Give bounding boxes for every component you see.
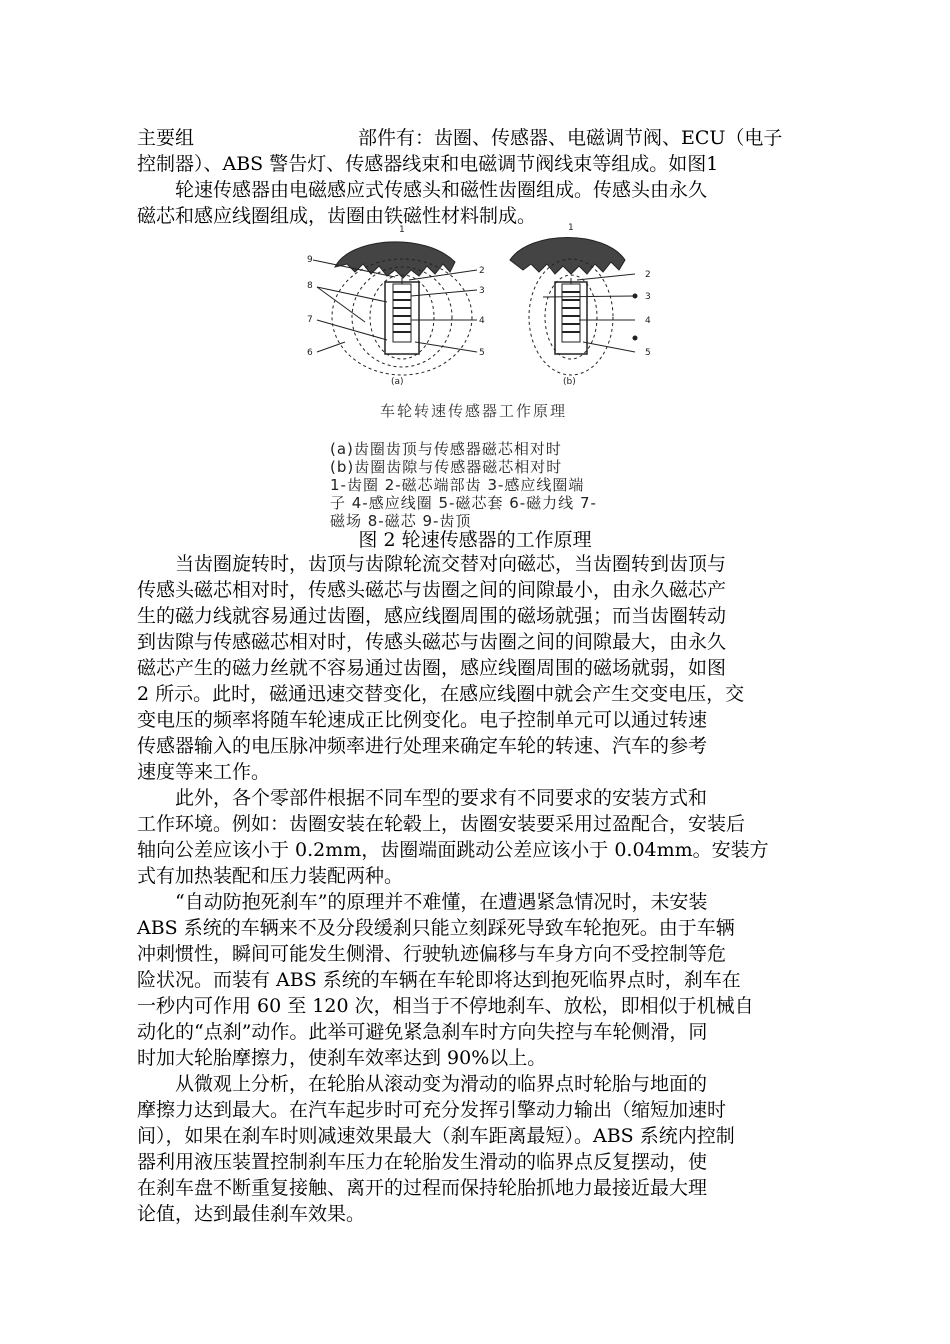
figure-legend-line: 1-齿圈 2-磁芯端部齿 3-感应线圈端 [330, 476, 585, 494]
micro-paragraph-line: 摩擦力达到最大。在汽车起步时可充分发挥引擎动力输出（缩短加速时 [137, 1099, 727, 1121]
figure-legend-line: (b)齿圈齿隙与传感器磁芯相对时 [330, 458, 563, 476]
label-3-b: 3 [645, 292, 651, 302]
label-4-b: 4 [645, 316, 651, 326]
install-paragraph-line: 轴向公差应该小于 0.2mm，齿圈端面跳动公差应该小于 0.04mm。安装方 [137, 839, 769, 861]
label-5: 5 [479, 348, 485, 358]
install-paragraph-line: 此外，各个零部件根据不同车型的要求有不同要求的安装方式和 [137, 787, 708, 809]
micro-paragraph-line: 间），如果在刹车时则减速效果最大（刹车距离最短）。ABS 系统内控制 [137, 1125, 735, 1147]
figure-legend-line: (a)齿圈齿顶与传感器磁芯相对时 [330, 440, 562, 458]
figure-title: 车轮转速传感器工作原理 [380, 402, 568, 420]
label-1: 1 [399, 225, 405, 235]
working-paragraph-line: 2 所示。此时，磁通迅速交替变化，在感应线圈中就会产生交变电压，交 [137, 683, 745, 705]
principle-paragraph-line: 时加大轮胎摩擦力，使刹车效率达到 90%以上。 [137, 1047, 547, 1069]
principle-paragraph-line: 一秒内可作用 60 至 120 次，相当于不停地刹车、放松，即相似于机械自 [137, 995, 754, 1017]
label-3: 3 [479, 286, 485, 296]
principle-paragraph-line: 冲刺惯性，瞬间可能发生侧滑、行驶轨迹偏移与车身方向不受控制等危 [137, 943, 727, 965]
label-8: 8 [307, 281, 313, 291]
figure-legend-line: 磁场 8-磁芯 9-齿顶 [330, 512, 472, 530]
micro-paragraph-line: 从微观上分析，在轮胎从滚动变为滑动的临界点时轮胎与地面的 [137, 1073, 708, 1095]
intro-line-1b: 部件有：齿圈、传感器、电磁调节阀、ECU（电子 [358, 127, 783, 149]
sensor-diagram [305, 222, 675, 397]
install-paragraph-line: 工作环境。例如：齿圈安装在轮毂上，齿圈安装要采用过盈配合，安装后 [137, 813, 746, 835]
sensor-paragraph-line: 轮速传感器由电磁感应式传感头和磁性齿圈组成。传感头由永久 [137, 179, 708, 201]
label-9: 9 [307, 255, 313, 265]
figure-legend-line: 子 4-感应线圈 5-磁芯套 6-磁力线 7- [330, 494, 597, 512]
diagram-leaders-b [543, 274, 637, 352]
label-2: 2 [479, 266, 485, 276]
install-paragraph-line: 式有加热装配和压力装配两种。 [137, 865, 404, 887]
micro-paragraph-line: 器利用液压装置控制刹车压力在轮胎发生滑动的临界点反复摆动，使 [137, 1151, 708, 1173]
label-6: 6 [307, 348, 313, 358]
working-paragraph-line: 传感器输入的电压脉冲频率进行处理来确定车轮的转速、汽车的参考 [137, 735, 708, 757]
working-paragraph-line: 速度等来工作。 [137, 761, 271, 783]
working-paragraph-line: 传感头磁芯相对时，传感头磁芯与齿圈之间的间隙最小，由永久磁芯产 [137, 579, 727, 601]
working-paragraph-line: 磁芯产生的磁力丝就不容易通过齿圈，感应线圈周围的磁场就弱，如图 [137, 657, 727, 679]
panel-a-label: (a) [391, 377, 404, 387]
micro-paragraph-line: 在刹车盘不断重复接触、离开的过程而保持轮胎抓地力最接近最大理 [137, 1177, 708, 1199]
working-paragraph-line: 到齿隙与传感磁芯相对时，传感头磁芯与齿圈之间的间隙最大，由永久 [137, 631, 727, 653]
label-4: 4 [479, 316, 485, 326]
intro-line-1a: 主要组 [137, 127, 195, 149]
intro-line-2: 控制器）、ABS 警告灯、传感器线束和电磁调节阀线束等组成。如图1 [137, 153, 719, 175]
principle-paragraph-line: 险状况。而装有 ABS 系统的车辆在车轮即将达到抱死临界点时，刹车在 [137, 969, 741, 991]
principle-paragraph-line: 动化的“点刹”动作。此举可避免紧急刹车时方向失控与车轮侧滑，同 [137, 1021, 708, 1043]
diagram-panel-b [510, 238, 625, 376]
working-paragraph-line: 变电压的频率将随车轮速成正比例变化。电子控制单元可以通过转速 [137, 709, 708, 731]
figure-caption: 图 2 轮速传感器的工作原理 [358, 529, 592, 551]
label-1-b: 1 [568, 223, 574, 233]
diagram-panel-a [332, 242, 472, 375]
panel-b-label: (b) [563, 377, 576, 387]
working-paragraph-line: 生的磁力线就容易通过齿圈，感应线圈周围的磁场就强；而当齿圈转动 [137, 605, 727, 627]
label-7: 7 [307, 315, 313, 325]
working-paragraph-line: 当齿圈旋转时，齿顶与齿隙轮流交替对向磁芯，当齿圈转到齿顶与 [137, 553, 727, 575]
principle-paragraph-line: “自动防抱死刹车”的原理并不难懂，在遭遇紧急情况时，未安装 [137, 891, 708, 913]
label-5-b: 5 [645, 348, 651, 358]
principle-paragraph-line: ABS 系统的车辆来不及分段缓刹只能立刻踩死导致车轮抱死。由于车辆 [137, 917, 735, 939]
micro-paragraph-line: 论值，达到最佳刹车效果。 [137, 1203, 366, 1225]
sensor-paragraph-line: 磁芯和感应线圈组成，齿圈由铁磁性材料制成。 [137, 205, 537, 227]
label-2-b: 2 [645, 270, 651, 280]
